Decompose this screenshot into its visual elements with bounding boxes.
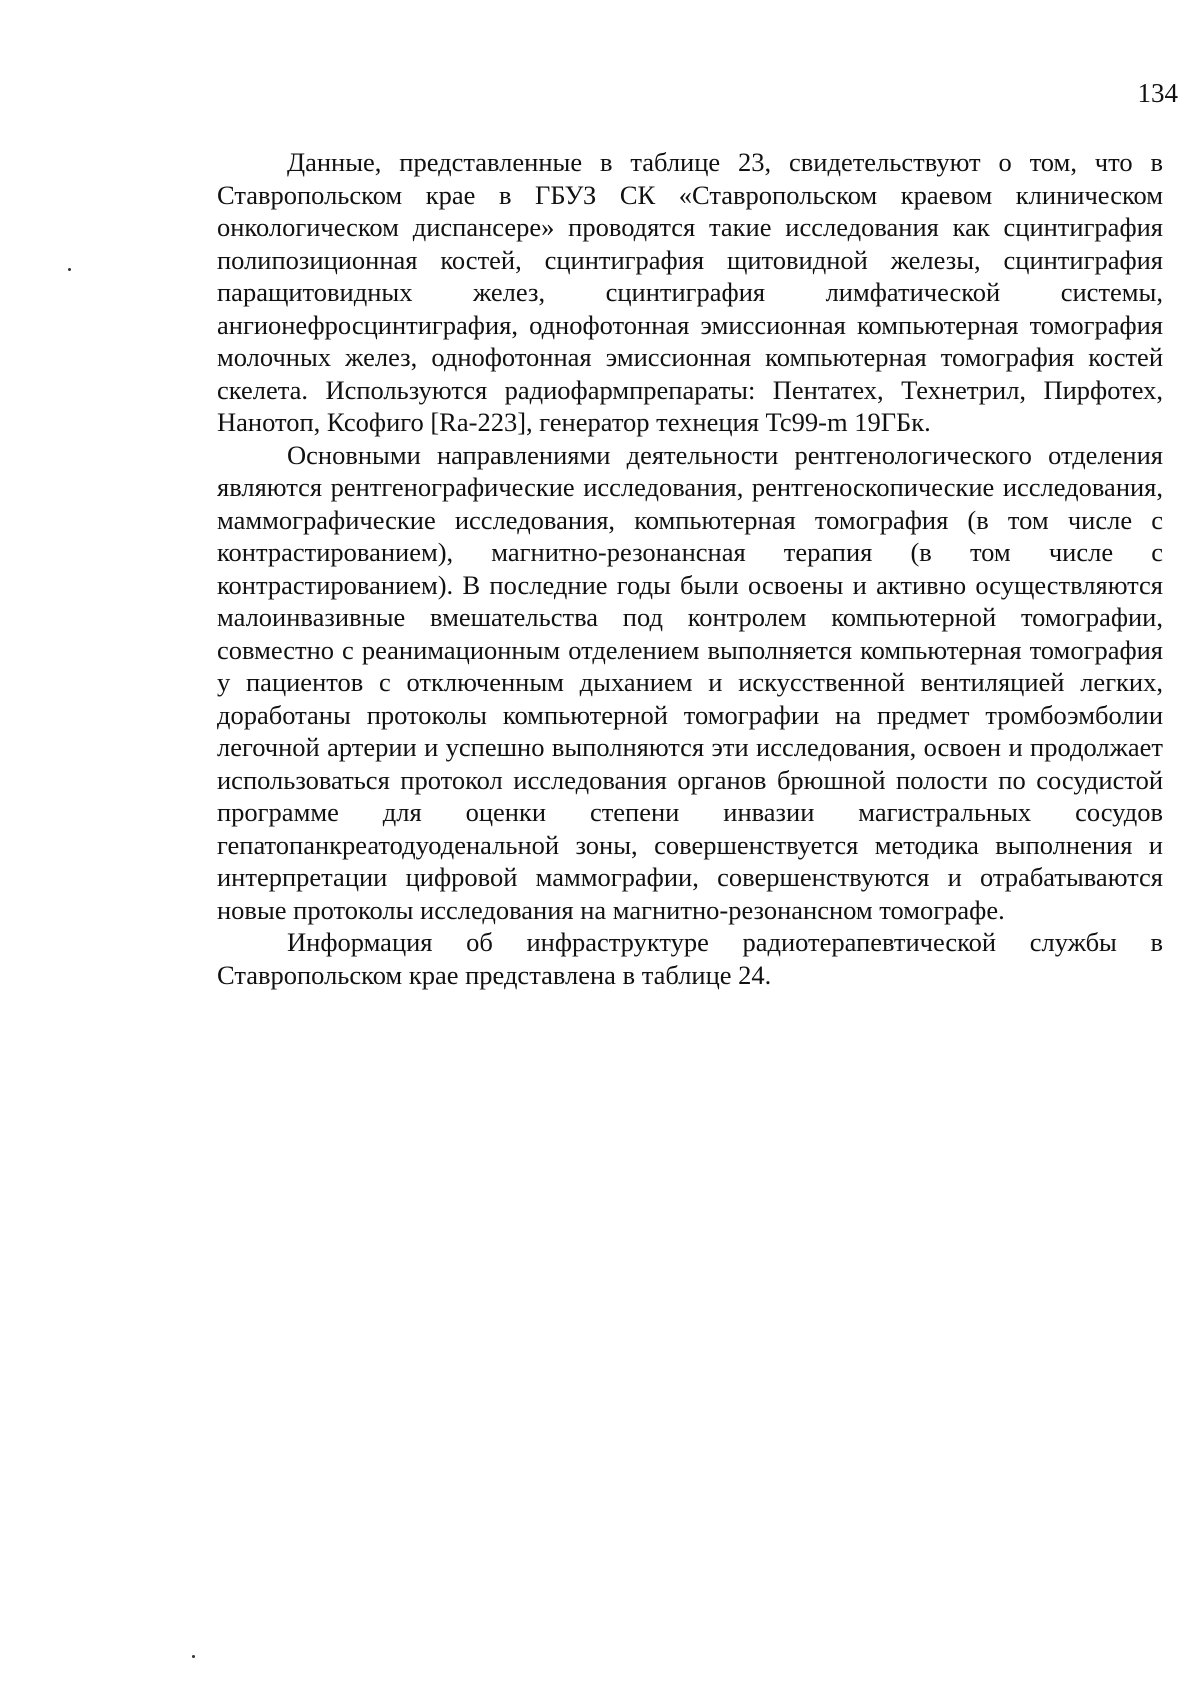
paragraph: Основными направлениями деятельности рентгенологического отделения являются рентгенографические исследования, рентгеноскопические исследования, маммографические исследования, компьютерная томография (в том числе с контрастированием), магнитно-резонансная терапия (в том числе с контрастированием). В последние годы были освоены и активно осуществляются малоинвазивные вмешательства под контролем компьютерной томографии, совместно с реанимационным отделением выполняется компьютерная томография у пациентов с отключенным дыханием и искусственной вентиляцией легких, доработаны протоколы компьютерной томографии на предмет тромбоэмболии легочной артерии и успешно выполняются эти исследования, освоен и продолжает использоваться протокол исследования органов брюшной полости по сосудистой программе для оценки степени инвазии магистральных сосудов гепатопанкреатодуоденальной зоны, совершенствуется методика выполнения и интерпретации цифровой маммографии, совершенствуются и отрабатываются новые протоколы исследования на магнитно-резонансном томографе. [217, 439, 1163, 925]
page-number: 134 [1137, 78, 1178, 108]
scan-speck [192, 1655, 195, 1658]
scan-speck [68, 268, 71, 271]
body-text [217, 146, 1163, 991]
paragraph: Информация об инфраструктуре радиотерапевтической службы в Ставропольском крае представлена в таблице 24. [217, 927, 1163, 990]
paragraph: Данные, представленные в таблице 23, свидетельствуют о том, что в Ставропольском крае в ГБУЗ СК «Ставропольском краевом клиническом онкологическом диспансере» проводятся такие исследования как сцинтиграфия полипозиционная костей, сцинтиграфия щитовидной железы, сцинтиграфия паращитовидных желез, сцинтиграфия лимфатической системы, ангионефросцинтиграфия, однофотонная эмиссионная компьютерная томография молочных желез, однофотонная эмиссионная компьютерная томография костей скелета. Используются радиофармпрепараты: Пентатех, Технетрил, Пирфотех, Нанотоп, Ксофиго [Ra-223], генератор технеция Tc99-m 19ГБк. [217, 147, 1163, 437]
